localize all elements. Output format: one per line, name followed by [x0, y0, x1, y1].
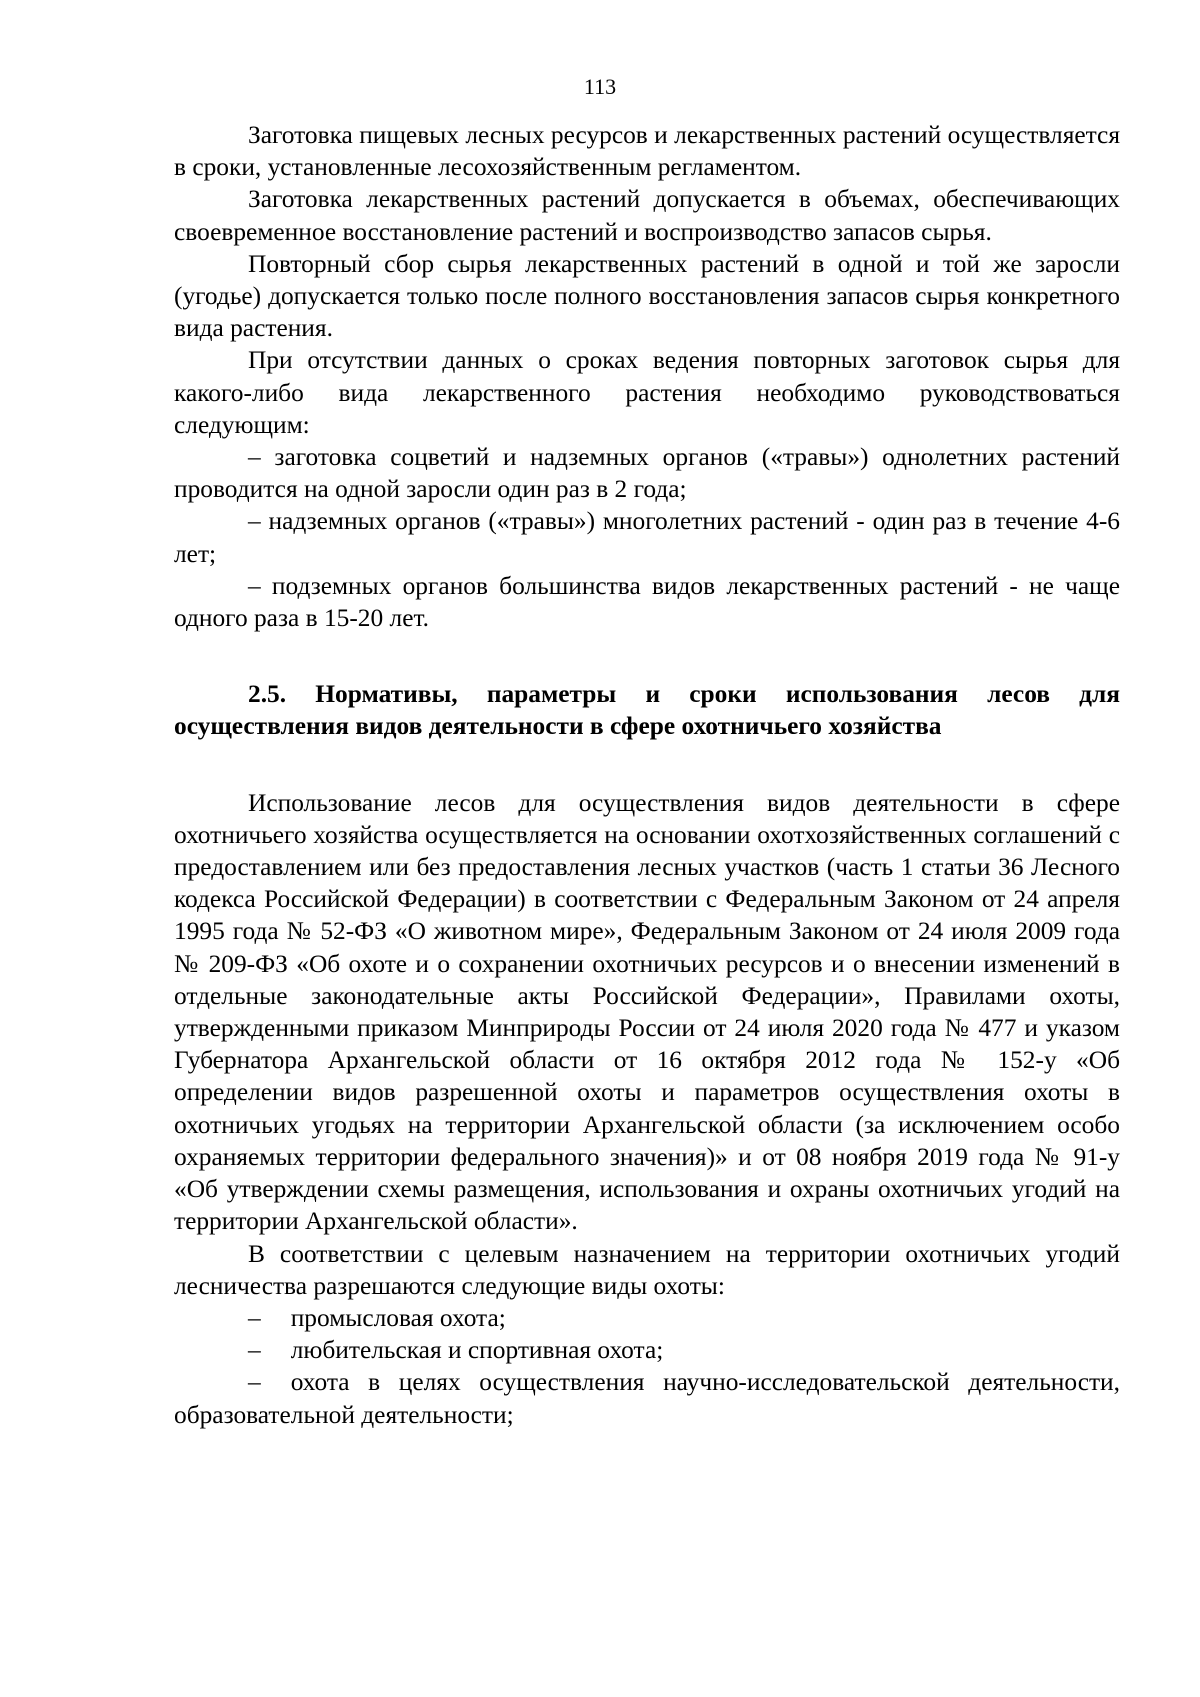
list-item-amateur-hunting	[174, 1334, 1120, 1366]
list-item-commercial-hunting	[174, 1302, 1120, 1334]
list-item-research-hunting	[174, 1366, 1120, 1430]
paragraph-harvest-terms: Заготовка пищевых лесных ресурсов и лекарственных растений осуществляется в сроки, установленные лесохозяйственным регламентом.	[174, 121, 1120, 182]
paragraph-harvest-volumes: Заготовка лекарственных растений допускается в объемах, обеспечивающих своевременное восстановление растений и воспроизводство запасов сырья.	[174, 185, 1120, 246]
list-dash: –	[248, 1368, 261, 1397]
rule-underground-organs: – подземных органов большинства видов лекарственных растений - не чаще одного раза в 15-20 лет.	[174, 571, 1120, 633]
page-number: 113	[583, 74, 617, 99]
paragraph-allowed-hunting: В соответствии с целевым назначением на территории охотничьих угодий лесничества разрешаются следующие виды охоты:	[174, 1239, 1120, 1300]
list-item-text: промысловая охота;	[290, 1303, 506, 1332]
list-dash: –	[248, 1303, 261, 1332]
paragraph-forest-use-hunting: Использование лесов для осуществления видов деятельности в сфере охотничьего хозяйства осуществляется на основании охотхозяйственных соглашений с предоставлением или без предоставления лесных участков (часть 1 статьи 36 Лесного кодекса Российской Федерации) в соответствии с Федеральным Законом от 24 апреля 1995 года № 52-ФЗ «О животном мире», Федеральным Законом от 24 июля 2009 года № 209-ФЗ «Об охоте и о сохранении охотничьих ресурсов и о внесении изменений в отдельные законодательные акты Российской Федерации», Правилами охоты, утвержденными приказом Минприроды России от 24 июля 2020 года № 477 и указом Губернатора Архангельской области от 16 октября 2012 года № 152-у «Об определении видов разрешенной охоты и параметров осуществления охоты в охотничьих угодьях на территории Архангельской области (за исключением особо охраняемых территории федерального значения)» и от 08 ноября 2019 года № 91-у «Об утверждении схемы размещения, использования и охраны охотничьих угодий на территории Архангельской области».	[174, 788, 1120, 1236]
list-item-text: любительская и спортивная охота;	[290, 1336, 664, 1365]
paragraph-repeat-collection: Повторный сбор сырья лекарственных растений в одной и той же заросли (угодье) допускается только после полного восстановления запасов сырья конкретного вида растения.	[174, 249, 1120, 343]
rule-annual-plants: – заготовка соцветий и надземных органов («травы») однолетних растений проводится на одной заросли один раз в 2 года;	[174, 443, 1120, 504]
list-dash: –	[248, 1336, 261, 1365]
rule-perennial-plants: – надземных органов («травы») многолетних растений - один раз в течение 4-6 лет;	[174, 507, 1120, 568]
list-item-text: охота в целях осуществления научно-исследовательской деятельности, образовательной деятельности;	[174, 1368, 1120, 1429]
document-body	[174, 119, 1120, 1431]
section-heading: 2.5. Нормативы, параметры и сроки использования лесов для осуществления видов деятельности в сфере охотничьего хозяйства	[174, 680, 1120, 741]
paragraph-no-data-rules: При отсутствии данных о сроках ведения повторных заготовок сырья для какого-либо вида лекарственного растения необходимо руководствоваться следующим:	[174, 346, 1120, 439]
